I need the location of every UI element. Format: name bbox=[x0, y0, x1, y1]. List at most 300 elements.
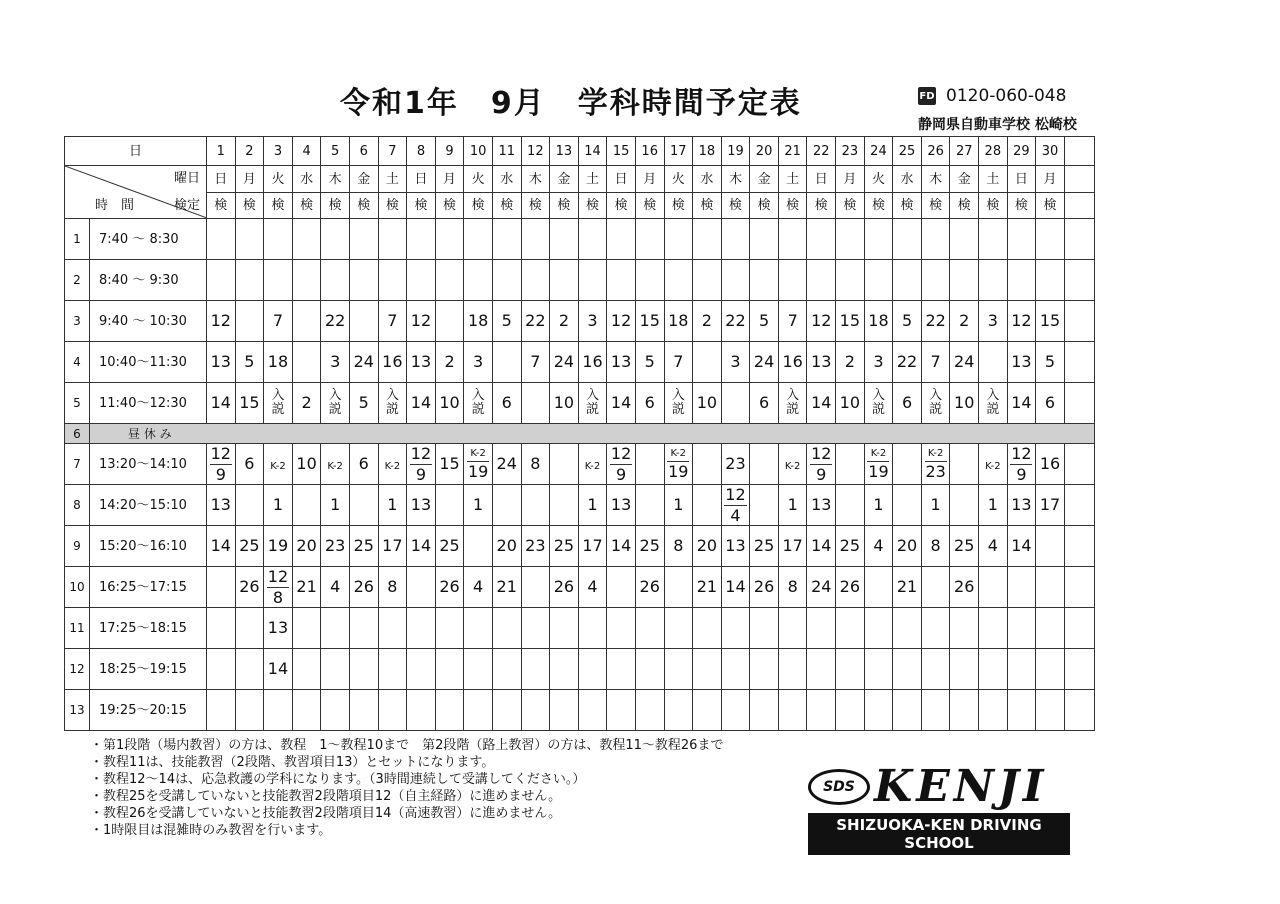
schedule-cell bbox=[893, 485, 922, 526]
cell-top: 12 bbox=[725, 484, 746, 504]
schedule-cell bbox=[349, 219, 378, 260]
schedule-cell bbox=[407, 219, 436, 260]
cell-stacked: 入説 bbox=[671, 388, 685, 417]
schedule-cell: 21 bbox=[492, 567, 521, 608]
schedule-cell: 8 bbox=[378, 567, 407, 608]
schedule-cell bbox=[664, 260, 693, 301]
schedule-cell: 8 bbox=[664, 526, 693, 567]
time-slot: 19:25～20:15 bbox=[90, 690, 207, 731]
schedule-cell bbox=[235, 649, 264, 690]
kentei-cell: 検 bbox=[778, 193, 807, 219]
schedule-cell bbox=[1064, 444, 1094, 485]
schedule-cell: 25 bbox=[349, 526, 378, 567]
kentei-cell: 検 bbox=[321, 193, 350, 219]
schedule-cell bbox=[893, 690, 922, 731]
schedule-cell: 1 bbox=[664, 485, 693, 526]
schedule-cell bbox=[807, 649, 836, 690]
kentei-cell: 検 bbox=[521, 193, 550, 219]
time-slot: 14:20～15:10 bbox=[90, 485, 207, 526]
weekday-cell: 金 bbox=[349, 166, 378, 193]
schedule-cell: 15 bbox=[836, 301, 865, 342]
schedule-cell: 14 bbox=[207, 526, 236, 567]
schedule-cell: 24 bbox=[950, 342, 979, 383]
row-index: 1 bbox=[65, 219, 90, 260]
day-cell: 2 bbox=[235, 137, 264, 166]
cell-top: K-2 bbox=[867, 449, 889, 462]
cell-stacked: 入説 bbox=[328, 388, 342, 417]
schedule-cell: 17 bbox=[578, 526, 607, 567]
schedule-cell bbox=[321, 690, 350, 731]
schedule-cell bbox=[664, 219, 693, 260]
schedule-cell bbox=[378, 383, 407, 424]
day-cell: 5 bbox=[321, 137, 350, 166]
kentei-label: 検定 bbox=[173, 198, 200, 213]
weekday-cell: 金 bbox=[950, 166, 979, 193]
time-slot: 8:40 ～ 9:30 bbox=[90, 260, 207, 301]
schedule-cell bbox=[407, 260, 436, 301]
schedule-cell: 24 bbox=[750, 342, 779, 383]
schedule-cell: 4 bbox=[578, 567, 607, 608]
row-index: 4 bbox=[65, 342, 90, 383]
logo-wordmark: KENJI bbox=[874, 761, 1048, 812]
schedule-cell bbox=[864, 444, 893, 485]
schedule-cell bbox=[492, 485, 521, 526]
kentei-cell: 検 bbox=[492, 193, 521, 219]
schedule-cell bbox=[664, 444, 693, 485]
period-row bbox=[65, 219, 1095, 260]
schedule-cell: 25 bbox=[235, 526, 264, 567]
schedule-cell bbox=[607, 649, 636, 690]
schedule-cell: 22 bbox=[321, 301, 350, 342]
day-cell: 14 bbox=[578, 137, 607, 166]
schedule-cell bbox=[1064, 219, 1094, 260]
schedule-cell: 10 bbox=[693, 383, 722, 424]
schedule-cell bbox=[1007, 219, 1036, 260]
day-cell: 23 bbox=[836, 137, 865, 166]
schedule-cell bbox=[292, 649, 321, 690]
note-line: ・教程12～14は、応急救護の学科になります。（3時間連続して受講してください。） bbox=[90, 772, 586, 787]
schedule-cell bbox=[607, 690, 636, 731]
cell-k2: K-2 bbox=[784, 461, 801, 472]
schedule-cell: 22 bbox=[893, 342, 922, 383]
schedule-cell bbox=[721, 608, 750, 649]
schedule-cell bbox=[635, 690, 664, 731]
schedule-cell bbox=[349, 301, 378, 342]
note-line: ・教程25を受講していないと技能教習2段階項目12（自主経路）に進めません。 bbox=[90, 789, 562, 804]
schedule-cell: 1 bbox=[264, 485, 293, 526]
schedule-cell bbox=[721, 690, 750, 731]
schedule-cell: 1 bbox=[921, 485, 950, 526]
day-cell: 6 bbox=[349, 137, 378, 166]
kentei-cell: 検 bbox=[979, 193, 1008, 219]
cell-k2: K-2 bbox=[384, 461, 401, 472]
schedule-cell bbox=[521, 690, 550, 731]
schedule-cell bbox=[750, 608, 779, 649]
cell-bottom: 4 bbox=[730, 505, 741, 525]
kentei-cell: 検 bbox=[435, 193, 464, 219]
schedule-cell: 3 bbox=[979, 301, 1008, 342]
schedule-cell bbox=[664, 690, 693, 731]
schedule-cell bbox=[464, 526, 493, 567]
schedule-cell bbox=[721, 485, 750, 526]
schedule-cell: 15 bbox=[635, 301, 664, 342]
schedule-cell bbox=[950, 608, 979, 649]
schedule-cell bbox=[778, 608, 807, 649]
schedule-cell bbox=[1064, 649, 1094, 690]
weekday-cell: 月 bbox=[435, 166, 464, 193]
schedule-cell bbox=[407, 649, 436, 690]
schedule-cell: 21 bbox=[693, 567, 722, 608]
schedule-cell: 10 bbox=[836, 383, 865, 424]
day-cell: 9 bbox=[435, 137, 464, 166]
schedule-cell bbox=[578, 219, 607, 260]
schedule-cell: 26 bbox=[836, 567, 865, 608]
kentei-cell: 検 bbox=[721, 193, 750, 219]
schedule-cell: 26 bbox=[349, 567, 378, 608]
schedule-cell: 25 bbox=[836, 526, 865, 567]
day-cell: 12 bbox=[521, 137, 550, 166]
schedule-cell bbox=[721, 219, 750, 260]
schedule-cell bbox=[607, 608, 636, 649]
schedule-cell bbox=[778, 219, 807, 260]
schedule-cell bbox=[693, 690, 722, 731]
schedule-cell: 2 bbox=[292, 383, 321, 424]
kentei-cell: 検 bbox=[578, 193, 607, 219]
schedule-cell: 17 bbox=[778, 526, 807, 567]
schedule-cell bbox=[1064, 690, 1094, 731]
schedule-cell: 7 bbox=[778, 301, 807, 342]
weekday-cell: 水 bbox=[693, 166, 722, 193]
schedule-cell bbox=[979, 260, 1008, 301]
schedule-cell bbox=[378, 444, 407, 485]
cell-top: K-2 bbox=[925, 449, 947, 462]
schedule-cell bbox=[721, 649, 750, 690]
schedule-cell bbox=[492, 649, 521, 690]
schedule-cell bbox=[864, 649, 893, 690]
schedule-cell: 1 bbox=[321, 485, 350, 526]
day-cell: 20 bbox=[750, 137, 779, 166]
schedule-cell bbox=[693, 608, 722, 649]
schedule-cell: 18 bbox=[464, 301, 493, 342]
schedule-cell: 2 bbox=[836, 342, 865, 383]
schedule-cell: 12 bbox=[207, 301, 236, 342]
schedule-cell bbox=[1036, 649, 1065, 690]
sds-badge: SDS bbox=[808, 769, 870, 805]
kentei-cell: 検 bbox=[950, 193, 979, 219]
notes-list bbox=[90, 737, 723, 839]
weekday-cell: 木 bbox=[921, 166, 950, 193]
schedule-cell: 22 bbox=[921, 301, 950, 342]
schedule-cell bbox=[464, 260, 493, 301]
day-cell: 24 bbox=[864, 137, 893, 166]
schedule-cell bbox=[550, 444, 579, 485]
schedule-cell bbox=[750, 260, 779, 301]
schedule-cell bbox=[378, 608, 407, 649]
schedule-cell: 25 bbox=[950, 526, 979, 567]
day-cell: 26 bbox=[921, 137, 950, 166]
weekday-label: 曜日 bbox=[173, 171, 200, 186]
schedule-cell bbox=[635, 608, 664, 649]
schedule-cell bbox=[979, 567, 1008, 608]
cell-bottom: 23 bbox=[925, 461, 946, 481]
schedule-cell bbox=[550, 260, 579, 301]
schedule-cell: 22 bbox=[721, 301, 750, 342]
weekday-cell: 水 bbox=[492, 166, 521, 193]
day-cell: 27 bbox=[950, 137, 979, 166]
weekday-cell: 日 bbox=[807, 166, 836, 193]
schedule-cell: 2 bbox=[950, 301, 979, 342]
schedule-cell: 20 bbox=[693, 526, 722, 567]
schedule-cell bbox=[321, 608, 350, 649]
schedule-cell: 14 bbox=[807, 383, 836, 424]
schedule-cell bbox=[950, 690, 979, 731]
weekday-cell: 火 bbox=[864, 166, 893, 193]
schedule-cell bbox=[349, 485, 378, 526]
schedule-cell bbox=[893, 444, 922, 485]
cell-top: K-2 bbox=[467, 449, 489, 462]
schedule-cell bbox=[693, 219, 722, 260]
schedule-cell bbox=[235, 301, 264, 342]
schedule-cell: 5 bbox=[750, 301, 779, 342]
schedule-cell: 6 bbox=[235, 444, 264, 485]
schedule-cell: 14 bbox=[264, 649, 293, 690]
lunch-row bbox=[65, 424, 1095, 444]
schedule-cell: 13 bbox=[207, 342, 236, 383]
day-cell: 1 bbox=[207, 137, 236, 166]
schedule-cell bbox=[1007, 649, 1036, 690]
schedule-cell bbox=[1007, 690, 1036, 731]
schedule-cell: 15 bbox=[435, 444, 464, 485]
cell-k2: K-2 bbox=[584, 461, 601, 472]
schedule-cell: 18 bbox=[664, 301, 693, 342]
schedule-cell bbox=[635, 260, 664, 301]
schedule-cell: 24 bbox=[550, 342, 579, 383]
schedule-cell bbox=[607, 444, 636, 485]
time-slot: 7:40 ～ 8:30 bbox=[90, 219, 207, 260]
contact-block bbox=[918, 86, 1118, 134]
cell-stacked: 入説 bbox=[271, 388, 285, 417]
weekday-cell: 金 bbox=[750, 166, 779, 193]
schedule-cell bbox=[235, 485, 264, 526]
schedule-cell: 17 bbox=[1036, 485, 1065, 526]
schedule-cell bbox=[750, 219, 779, 260]
schedule-cell bbox=[435, 260, 464, 301]
schedule-cell bbox=[979, 608, 1008, 649]
period-row bbox=[65, 608, 1095, 649]
time-slot: 16:25～17:15 bbox=[90, 567, 207, 608]
schedule-cell bbox=[321, 444, 350, 485]
schedule-cell bbox=[349, 690, 378, 731]
weekday-cell: 金 bbox=[550, 166, 579, 193]
schedule-cell bbox=[836, 219, 865, 260]
schedule-cell bbox=[1064, 485, 1094, 526]
schedule-cell bbox=[292, 219, 321, 260]
weekday-cell: 月 bbox=[235, 166, 264, 193]
cell-stacked: 入説 bbox=[471, 388, 485, 417]
cell-bottom: 9 bbox=[816, 464, 827, 484]
weekday-cell: 木 bbox=[321, 166, 350, 193]
kentei-cell: 検 bbox=[635, 193, 664, 219]
cell-top: 12 bbox=[811, 443, 832, 463]
schedule-cell bbox=[207, 444, 236, 485]
schedule-cell bbox=[921, 219, 950, 260]
schedule-cell bbox=[921, 567, 950, 608]
schedule-cell bbox=[435, 485, 464, 526]
kentei-cell bbox=[1064, 193, 1094, 219]
schedule-cell bbox=[378, 649, 407, 690]
schedule-cell: 5 bbox=[1036, 342, 1065, 383]
schedule-cell: 6 bbox=[1036, 383, 1065, 424]
schedule-cell bbox=[521, 649, 550, 690]
schedule-cell bbox=[750, 485, 779, 526]
period-row bbox=[65, 383, 1095, 424]
schedule-cell: 14 bbox=[807, 526, 836, 567]
schedule-cell bbox=[778, 690, 807, 731]
weekday-cell: 土 bbox=[578, 166, 607, 193]
schedule-cell: 6 bbox=[893, 383, 922, 424]
schedule-cell: 3 bbox=[464, 342, 493, 383]
cell-top: 12 bbox=[610, 443, 632, 463]
schedule-cell bbox=[235, 260, 264, 301]
schedule-cell bbox=[1007, 444, 1036, 485]
schedule-cell bbox=[721, 260, 750, 301]
schedule-cell bbox=[664, 567, 693, 608]
row-index: 10 bbox=[65, 567, 90, 608]
schedule-cell bbox=[207, 608, 236, 649]
schedule-table bbox=[64, 136, 1095, 731]
weekday-row bbox=[65, 166, 1095, 193]
schedule-cell: 26 bbox=[635, 567, 664, 608]
schedule-cell bbox=[950, 260, 979, 301]
schedule-cell bbox=[778, 383, 807, 424]
schedule-cell: 26 bbox=[550, 567, 579, 608]
phone-number: 0120-060-048 bbox=[946, 86, 1067, 106]
schedule-cell bbox=[435, 219, 464, 260]
schedule-cell bbox=[1007, 608, 1036, 649]
day-cell: 29 bbox=[1007, 137, 1036, 166]
schedule-cell: 3 bbox=[721, 342, 750, 383]
schedule-cell: 22 bbox=[521, 301, 550, 342]
schedule-cell bbox=[550, 608, 579, 649]
weekday-cell: 火 bbox=[264, 166, 293, 193]
day-cell: 17 bbox=[664, 137, 693, 166]
day-cell: 11 bbox=[492, 137, 521, 166]
schedule-cell bbox=[1036, 608, 1065, 649]
schedule-cell bbox=[635, 649, 664, 690]
day-cell: 21 bbox=[778, 137, 807, 166]
weekday-cell: 火 bbox=[664, 166, 693, 193]
day-cell: 25 bbox=[893, 137, 922, 166]
time-slot: 10:40～11:30 bbox=[90, 342, 207, 383]
kentei-cell: 検 bbox=[1036, 193, 1065, 219]
weekday-cell: 日 bbox=[407, 166, 436, 193]
lunch-label: 昼 休 み bbox=[90, 424, 1095, 444]
schedule-cell bbox=[521, 485, 550, 526]
schedule-cell: 5 bbox=[492, 301, 521, 342]
weekday-cell: 水 bbox=[893, 166, 922, 193]
day-row bbox=[65, 137, 1095, 166]
day-cell: 13 bbox=[550, 137, 579, 166]
schedule-cell bbox=[836, 608, 865, 649]
schedule-cell bbox=[836, 690, 865, 731]
cell-top: 12 bbox=[410, 443, 432, 463]
schedule-cell: 7 bbox=[921, 342, 950, 383]
schedule-cell bbox=[550, 649, 579, 690]
schedule-cell: 2 bbox=[693, 301, 722, 342]
schedule-cell: 15 bbox=[1036, 301, 1065, 342]
period-row bbox=[65, 260, 1095, 301]
cell-top: K-2 bbox=[667, 449, 689, 462]
schedule-cell bbox=[407, 567, 436, 608]
schedule-cell bbox=[435, 301, 464, 342]
cell-bottom: 9 bbox=[415, 464, 427, 484]
schedule-cell bbox=[893, 649, 922, 690]
schedule-cell: 24 bbox=[807, 567, 836, 608]
schedule-cell: 8 bbox=[778, 567, 807, 608]
cell-bottom: 19 bbox=[467, 461, 489, 481]
schedule-cell bbox=[521, 219, 550, 260]
schedule-cell bbox=[492, 260, 521, 301]
kentei-cell: 検 bbox=[550, 193, 579, 219]
schedule-cell bbox=[578, 383, 607, 424]
day-cell: 30 bbox=[1036, 137, 1065, 166]
weekday-cell bbox=[1064, 166, 1094, 193]
schedule-cell bbox=[979, 649, 1008, 690]
cell-k2: K-2 bbox=[327, 461, 343, 472]
schedule-cell bbox=[607, 260, 636, 301]
schedule-cell bbox=[264, 567, 293, 608]
kentei-cell: 検 bbox=[864, 193, 893, 219]
school-name: 静岡県自動車学校 松崎校 bbox=[918, 117, 1077, 133]
schedule-cell bbox=[578, 444, 607, 485]
schedule-cell: 12 bbox=[407, 301, 436, 342]
kentei-row bbox=[65, 193, 1095, 219]
schedule-cell: 3 bbox=[864, 342, 893, 383]
schedule-cell bbox=[635, 219, 664, 260]
schedule-cell: 20 bbox=[893, 526, 922, 567]
schedule-cell bbox=[693, 649, 722, 690]
schedule-cell: 14 bbox=[1007, 383, 1036, 424]
schedule-cell: 16 bbox=[378, 342, 407, 383]
schedule-cell bbox=[1007, 260, 1036, 301]
schedule-cell: 4 bbox=[864, 526, 893, 567]
schedule-cell: 26 bbox=[950, 567, 979, 608]
header-corner bbox=[65, 166, 207, 219]
schedule-cell: 12 bbox=[807, 301, 836, 342]
kentei-cell: 検 bbox=[207, 193, 236, 219]
time-slot: 11:40～12:30 bbox=[90, 383, 207, 424]
weekday-cell: 土 bbox=[378, 166, 407, 193]
schedule-cell bbox=[378, 219, 407, 260]
schedule-cell bbox=[492, 342, 521, 383]
schedule-cell: 18 bbox=[864, 301, 893, 342]
schedule-cell bbox=[292, 342, 321, 383]
period-row bbox=[65, 485, 1095, 526]
schedule-cell: 8 bbox=[521, 444, 550, 485]
schedule-cell bbox=[235, 690, 264, 731]
schedule-cell bbox=[464, 690, 493, 731]
schedule-cell: 13 bbox=[721, 526, 750, 567]
kentei-cell: 検 bbox=[349, 193, 378, 219]
schedule-cell bbox=[435, 608, 464, 649]
schedule-cell bbox=[550, 219, 579, 260]
time-slot: 15:20～16:10 bbox=[90, 526, 207, 567]
kentei-cell: 検 bbox=[235, 193, 264, 219]
weekday-cell: 木 bbox=[521, 166, 550, 193]
schedule-cell: 3 bbox=[578, 301, 607, 342]
row-index: 5 bbox=[65, 383, 90, 424]
schedule-cell bbox=[1036, 526, 1065, 567]
